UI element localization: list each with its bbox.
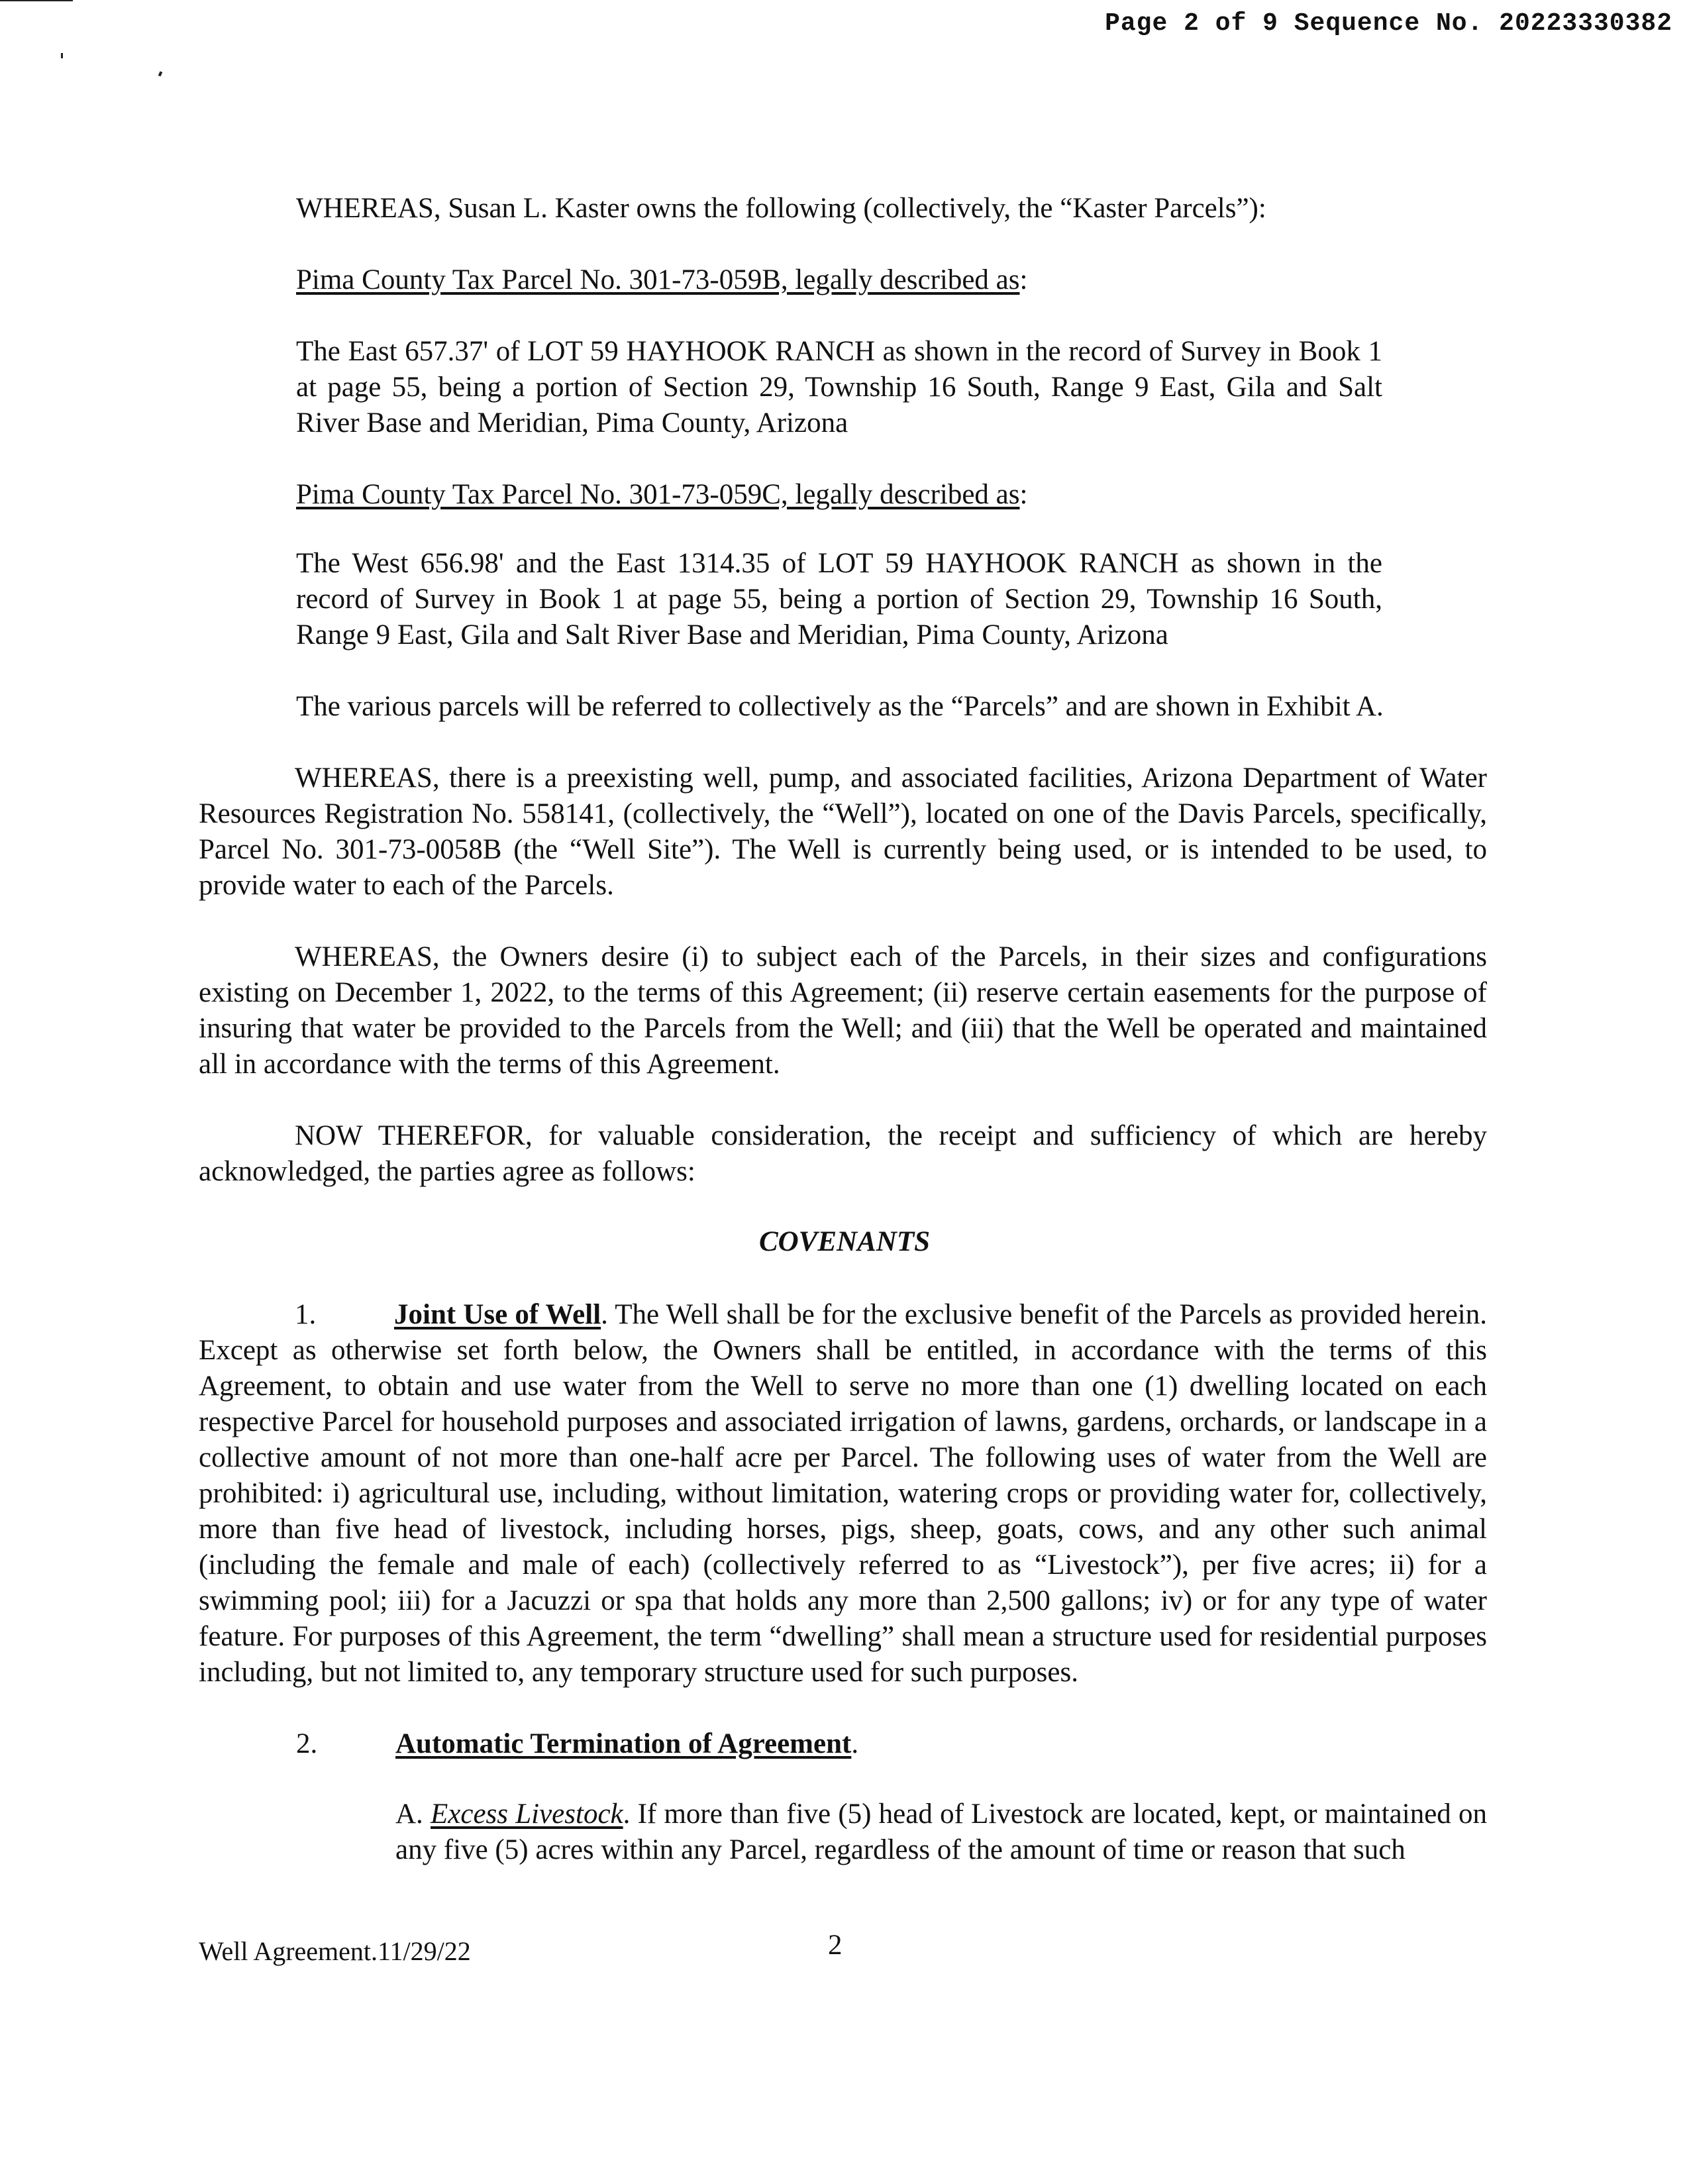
parcel-059b-heading-text: Pima County Tax Parcel No. 301-73-059B, legally described as [296, 264, 1020, 295]
now-therefor-text: NOW THEREFOR, for valuable consideration, the receipt and sufficiency of which are hereby acknowledged, the parties agree as follows: [199, 1120, 1487, 1187]
section-2a-text: . If more than five (5) head of Livestock are located, kept, or maintained on any five (5) acres within any Parcel, regardless of the amount of time or reason that such [395, 1798, 1487, 1865]
scan-artifact-dot [61, 53, 63, 58]
whereas-kaster-text: WHEREAS, Susan L. Kaster owns the following (collectively, the “Kaster Parcels”): [296, 193, 1266, 224]
footer-page-number: 2 [828, 1930, 843, 1961]
section-1-paragraph [199, 1297, 1487, 1690]
covenants-heading: COVENANTS [758, 1226, 931, 1257]
whereas-well-text: WHEREAS, there is a preexisting well, pump, and associated facilities, Arizona Department of Water Resources Registration No. 558141, (collectively, the “Well”), located on one of the Davis Parcels, specifically, Parcel No. 301-73-0058B (the “Well Site”). The Well is currently being used, or is intended to be used, to provide water to each of the Parcels. [199, 762, 1487, 901]
section-2-number: 2. [296, 1728, 318, 1759]
parcel-059c-heading: Pima County Tax Parcel No. 301-73-059C, legally described as: [296, 479, 1028, 510]
parcels-collective-text: The various parcels will be referred to collectively as the “Parcels” and are shown in Exhibit A. [296, 691, 1384, 722]
section-2a-label: A. [395, 1798, 431, 1830]
scan-artifact-dot [158, 71, 163, 76]
parcel-059c-description [296, 546, 1382, 653]
whereas-owners-text: WHEREAS, the Owners desire (i) to subject each of the Parcels, in their sizes and configurations existing on December 1, 2022, to the terms of this Agreement; (ii) reserve certain easements for the purpose of insuring that water be provided to the Parcels from the Well; and (iii) that the Well be operated and maintained all in accordance with the terms of this Agreement. [199, 941, 1487, 1080]
recording-header: Page 2 of 9 Sequence No. 20223330382 [1105, 9, 1672, 38]
parcel-059b-heading: Pima County Tax Parcel No. 301-73-059B, legally described as: [296, 264, 1028, 295]
parcel-059b-description-text: The East 657.37' of LOT 59 HAYHOOK RANCH as shown in the record of Survey in Book 1 at page 55, being a portion of Section 29, Township 16 South, Range 9 East, Gila and Salt River Base and Meridian, Pima County, Arizona [296, 336, 1382, 439]
parcel-059c-heading-text: Pima County Tax Parcel No. 301-73-059C, legally described as [296, 479, 1020, 510]
scan-artifact-line [0, 0, 73, 1]
section-1-number: 1. [295, 1299, 317, 1330]
section-1-text: . The Well shall be for the exclusive benefit of the Parcels as provided herein. Except as otherwise set forth below, the Owners shall be entitled, in accordance with the terms of this Agreement, to obtain and use water from the Well to serve no more than one (1) dwelling located on each respective Parcel for household purposes and associated irrigation of lawns, gardens, orchards, or landscape in a collective amount of not more than one-half acre per Parcel. The following uses of water from the Well are prohibited: i) agricultural use, including, without limitation, watering crops or providing water for, collectively, more than five head of livestock, including horses, pigs, sheep, goats, cows, and any other such animal (including the female and male of each) (collectively referred to as “Livestock”), per five acres; ii) for a swimming pool; iii) for a Jacuzzi or spa that holds any more than 2,500 gallons; iv) or for any type of water feature. For purposes of this Agreement, the term “dwelling” shall mean a structure used for residential purposes including, but not limited to, any temporary structure used for such purposes. [199, 1299, 1488, 1688]
footer-document-label: Well Agreement.11/29/22 [199, 1936, 471, 1966]
section-2-heading: 2. Automatic Termination of Agreement. [296, 1726, 858, 1762]
parcel-059b-description [296, 334, 1382, 441]
whereas-well-paragraph [199, 760, 1487, 904]
section-2a-paragraph [395, 1796, 1487, 1868]
whereas-kaster-paragraph [296, 191, 1521, 227]
section-2a-title: Excess Livestock [431, 1798, 623, 1830]
whereas-owners-paragraph [199, 939, 1487, 1082]
parcel-059c-description-text: The West 656.98' and the East 1314.35 of LOT 59 HAYHOOK RANCH as shown in the record of Survey in Book 1 at page 55, being a portion of Section 29, Township 16 South, Range 9 East, Gila and Salt River Base and Meridian, Pima County, Arizona [296, 548, 1382, 650]
section-1-title: Joint Use of Well [394, 1299, 601, 1330]
section-2-title: Automatic Termination of Agreement [395, 1728, 852, 1759]
parcels-collective-paragraph [296, 689, 1555, 725]
now-therefor-paragraph [199, 1118, 1487, 1190]
